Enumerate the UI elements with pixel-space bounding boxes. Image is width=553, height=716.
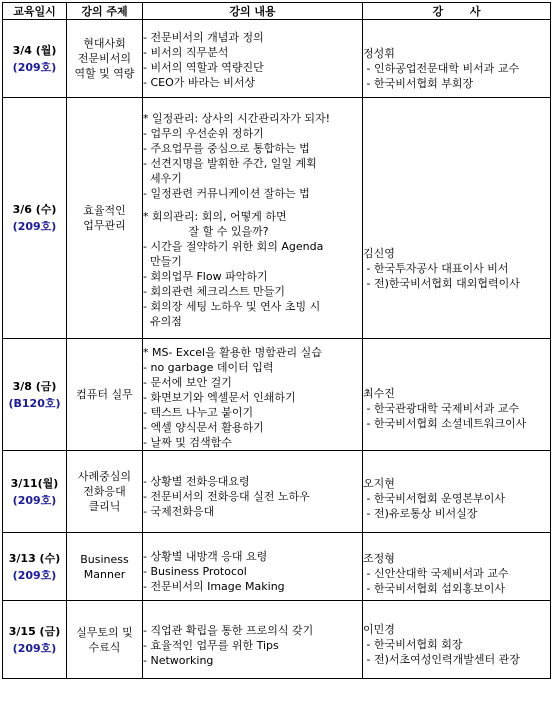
content-line: - 회의업무 Flow 파악하기: [143, 270, 268, 283]
lecturer-position: - 한국투자공사 대표이사 비서: [363, 261, 509, 275]
session-date: 3/6 (수): [12, 203, 57, 216]
lecturer-position: - 한국비서협회 운영본부이사: [363, 492, 505, 505]
topic-line: 역할 및 역량: [74, 67, 135, 80]
content-line: - 화면보기와 엑셀문서 인쇄하기: [143, 391, 296, 404]
topic-line: 클리닉: [88, 500, 121, 513]
content-line: 만들기: [143, 255, 182, 268]
topic-line: 컴퓨터 실무: [76, 388, 133, 401]
lecturer-position: - 한국관광대학 국제비서과 교수: [363, 402, 520, 415]
content-line: - 효율적인 업무를 위한 Tips: [143, 639, 279, 652]
content-line: [143, 201, 362, 209]
topic-line: 전화응대: [83, 485, 126, 498]
content-line: - 주요업무를 중심으로 통합하는 법: [143, 142, 310, 155]
topic-line: 업무관리: [83, 219, 126, 232]
content-line: - 비서의 직무분석: [143, 45, 229, 59]
content-line: - 상황별 전화응대요령: [143, 475, 250, 488]
header-topic: 강의 주제: [67, 3, 143, 20]
content-line: - 문서에 보안 걸기: [143, 376, 232, 389]
lecturer-cell: [363, 601, 551, 679]
content-line: - Business Protocol: [143, 565, 247, 578]
session-date-cell: [3, 20, 67, 98]
session-room: (209호): [12, 641, 57, 655]
topic-line: 수료식: [88, 640, 121, 654]
session-date: 3/13 (수): [8, 551, 61, 565]
topic-line: 전문비서의: [77, 52, 132, 65]
lecturer-name: 최수진: [363, 387, 395, 400]
content-line: - 국제전화응대: [143, 505, 215, 518]
session-date: 3/11(월): [10, 476, 59, 490]
content-line: * 일정관리: 상사의 시간관리자가 되자!: [143, 112, 330, 125]
session-room: (209호): [12, 220, 57, 233]
content-line: - 날짜 및 검색함수: [143, 436, 232, 449]
lecturer-name: 정성휘: [363, 47, 395, 60]
lecturer-name: 오지현: [363, 477, 395, 490]
content-line: - 엑셀 양식문서 활용하기: [143, 421, 264, 434]
content-line: - 업무의 우선순위 정하기: [143, 127, 264, 140]
lecturer-position: - 전)서초여성인력개발센터 관장: [363, 653, 520, 666]
session-topic-cell: [67, 533, 143, 601]
content-line: - 전문비서의 개념과 정의: [143, 30, 264, 44]
session-content-cell: [143, 20, 363, 98]
content-line: - 상황별 내방객 응대 요령: [143, 550, 268, 563]
content-line: - 선견지명을 발휘한 주간, 일일 계획: [143, 157, 317, 170]
table-row: [3, 533, 551, 601]
lecturer-position: - 신안산대학 국제비서과 교수: [363, 567, 509, 580]
lecturer-cell: [363, 451, 551, 533]
session-content-cell: [143, 533, 363, 601]
session-room: (B120호): [8, 396, 61, 410]
session-date: 3/15 (금): [8, 624, 61, 638]
topic-line: 사례중심의: [77, 470, 132, 483]
lecturer-position: - 한국비서협회 회장: [363, 638, 463, 651]
session-topic-cell: [67, 451, 143, 533]
content-line: - no garbage 데이터 입력: [143, 361, 274, 374]
session-room: (209호): [12, 60, 57, 74]
content-line: - 시간을 절약하기 위한 회의 Agenda: [143, 240, 324, 253]
session-topic-cell: [67, 339, 143, 451]
session-room: (209호): [12, 568, 57, 582]
lecturer-name: 조정형: [363, 552, 395, 565]
content-line: - 전문비서의 Image Making: [143, 580, 285, 593]
schedule-body: [3, 20, 551, 679]
lecturer-position: - 한국비서협회 부회장: [363, 77, 474, 90]
table-row: [3, 98, 551, 339]
lecturer-cell: [363, 98, 551, 339]
session-date-cell: [3, 339, 67, 451]
lecturer-position: - 한국비서협회 소셜네트워크이사: [363, 417, 527, 430]
header-date: 교육일시: [3, 3, 67, 20]
session-date-cell: [3, 98, 67, 339]
session-date-cell: [3, 533, 67, 601]
lecturer-cell: [363, 533, 551, 601]
content-line: 유의점: [143, 315, 182, 328]
content-line: - 전문비서의 전화응대 실전 노하우: [143, 490, 310, 503]
header-row: [3, 3, 551, 20]
lecture-schedule-table: [2, 2, 551, 679]
content-line: - Networking: [143, 654, 214, 667]
lecturer-cell: [363, 20, 551, 98]
topic-line: 현대사회: [83, 37, 126, 50]
topic-line: Manner: [83, 567, 126, 581]
content-line: * 회의관리: 회의, 어떻게 하면: [143, 210, 287, 223]
lecturer-cell: [363, 339, 551, 451]
content-line: - 일정관련 커뮤니케이션 잘하는 법: [143, 187, 310, 200]
content-line: - 회의장 세팅 노하우 및 연사 초빙 시: [143, 300, 321, 313]
table-row: [3, 451, 551, 533]
topic-line: Business: [80, 552, 129, 566]
content-line: * MS- Excel을 활용한 명함관리 실습: [143, 346, 322, 359]
header-lecturer: 강 사: [363, 3, 551, 20]
lecturer-position: - 전)유로통상 비서실장: [363, 507, 478, 520]
lecturer-name: 이민경: [363, 623, 395, 636]
table-row: [3, 20, 551, 98]
content-line: 세우기: [143, 172, 182, 185]
session-content-cell: [143, 339, 363, 451]
session-date-cell: [3, 451, 67, 533]
session-content-cell: [143, 601, 363, 679]
topic-line: 효율적인: [83, 204, 126, 217]
session-topic-cell: [67, 20, 143, 98]
content-line: - 비서의 역할과 역량진단: [143, 60, 264, 74]
session-topic-cell: [67, 601, 143, 679]
lecturer-position: - 전)한국비서협회 대외협력이사: [363, 276, 520, 290]
session-date: 3/8 (금): [12, 379, 57, 393]
content-line: - 텍스트 나누고 붙이기: [143, 406, 254, 419]
session-content-cell: [143, 451, 363, 533]
session-topic-cell: [67, 98, 143, 339]
content-line: - 회의관련 체크리스트 만들기: [143, 285, 285, 298]
lecturer-name: 김신영: [363, 246, 395, 260]
table-row: [3, 339, 551, 451]
lecturer-position: - 한국비서협회 섭외홍보이사: [363, 582, 505, 595]
topic-line: 실무토의 및: [76, 625, 133, 639]
content-line: - CEO가 바라는 비서상: [143, 75, 256, 89]
header-content: 강의 내용: [143, 3, 363, 20]
session-content-cell: [143, 98, 363, 339]
table-row: [3, 601, 551, 679]
content-line: 잘 할 수 있을까?: [143, 225, 269, 238]
content-line: - 직업관 확립을 통한 프로의식 갖기: [143, 624, 314, 637]
session-date-cell: [3, 601, 67, 679]
session-date: 3/4 (월): [12, 43, 57, 57]
session-room: (209호): [12, 493, 57, 507]
lecturer-position: - 인하공업전문대학 비서과 교수: [363, 62, 520, 75]
